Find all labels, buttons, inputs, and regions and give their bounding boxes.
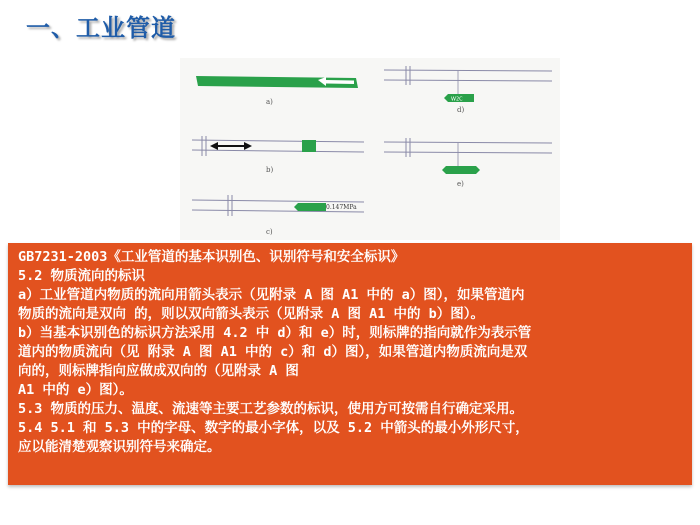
text-line: 应以能清楚观察识别符号来确定。 [18, 439, 221, 455]
label-c: c) [266, 228, 273, 236]
diagram-c [192, 195, 364, 236]
text-line: 5.3 物质的压力、温度、流速等主要工艺参数的标识，使用方可按需自行确定采用。 [18, 401, 524, 417]
sign-text-d: W2C [451, 96, 463, 103]
diagram-e [384, 138, 552, 188]
diagram-a [196, 76, 358, 106]
page-title: 一、工业管道 [26, 14, 176, 42]
double-arrow-icon [210, 142, 218, 150]
text-line: 物质的流向是双向 的，则以双向箭头表示（见附录 A 图 A1 中的 b）图）。 [18, 306, 485, 322]
pipe-marking-figure [180, 58, 560, 240]
text-line: A1 中的 e）图）。 [18, 382, 133, 398]
sign-plate-e [442, 166, 480, 174]
green-band-b [302, 140, 316, 152]
text-line: b）当基本识别色的标识方法采用 4.2 中 d）和 e）时，则标牌的指向就作为表示管 [18, 325, 532, 341]
text-line: 5.4 5.1 和 5.3 中的字母、数字的最小字体，以及 5.2 中箭头的最小外形尺寸， [18, 420, 529, 436]
label-b: b) [266, 166, 274, 174]
sign-text-c: 0.147MPa [326, 204, 357, 211]
standard-text-box [8, 243, 692, 485]
diagram-b [192, 136, 364, 174]
text-line: 道内的物质流向（见 附录 A 图 A1 中的 c）和 d）图），如果管道内物质流向是双 [18, 344, 528, 360]
diagram-d [384, 66, 552, 114]
label-d: d) [457, 106, 465, 114]
label-a: a) [266, 98, 273, 106]
text-line: GB7231-2003《工业管道的基本识别色、识别符号和安全标识》 [18, 249, 405, 265]
text-line: a）工业管道内物质的流向用箭头表示（见附录 A 图 A1 中的 a）图），如果管道内 [18, 287, 525, 303]
text-line: 向的，则标牌指向应做成双向的（见附录 A 图 [18, 363, 299, 379]
text-line: 5.2 物质流向的标识 [18, 268, 146, 284]
sign-plate-c [294, 203, 326, 211]
label-e: e) [457, 180, 464, 188]
